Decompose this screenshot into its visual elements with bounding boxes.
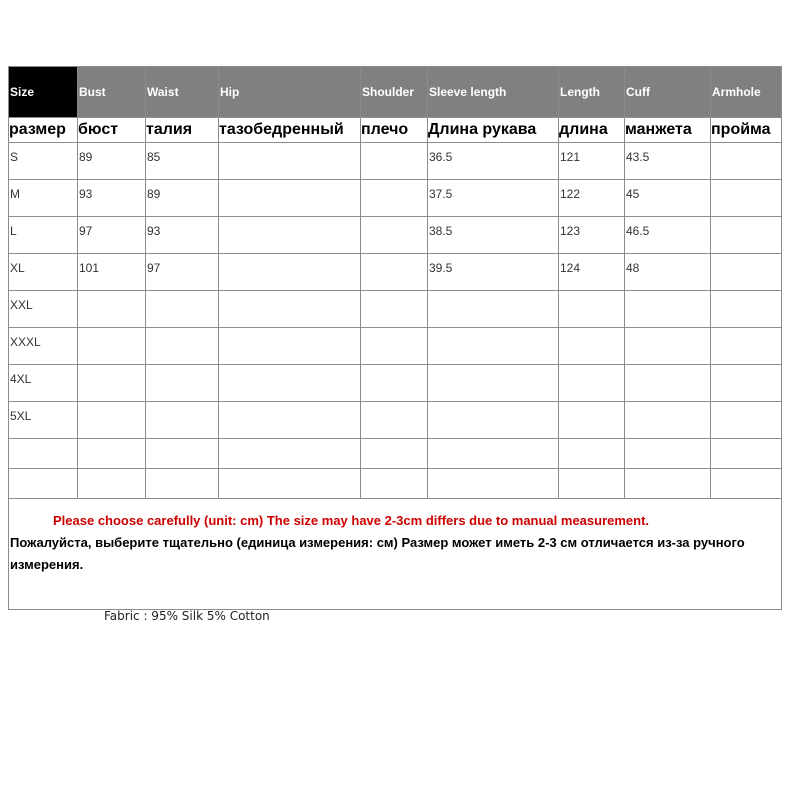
cell-shoulder [361, 402, 428, 439]
cell-size [9, 439, 78, 469]
cell-hip [219, 217, 361, 254]
cell-armhole [711, 217, 782, 254]
cell-hip [219, 180, 361, 217]
cell-size: 5XL [9, 402, 78, 439]
cell-hip [219, 439, 361, 469]
cell-size [9, 469, 78, 499]
cell-cuff: 48 [625, 254, 711, 291]
header-ru-size: размер [9, 118, 78, 143]
cell-cuff [625, 328, 711, 365]
cell-waist [146, 365, 219, 402]
header-ru-waist: талия [146, 118, 219, 143]
cell-shoulder [361, 439, 428, 469]
cell-waist [146, 402, 219, 439]
header-waist: Waist [146, 67, 219, 118]
cell-armhole [711, 143, 782, 180]
cell-armhole [711, 439, 782, 469]
header-ru-bust: бюст [78, 118, 146, 143]
header-row-en [9, 67, 782, 118]
cell-size: XL [9, 254, 78, 291]
cell-waist: 93 [146, 217, 219, 254]
cell-armhole [711, 180, 782, 217]
cell-armhole [711, 365, 782, 402]
fabric-composition: Fabric : 95% Silk 5% Cotton [104, 609, 270, 623]
header-ru-cuff: манжета [625, 118, 711, 143]
table-row [9, 469, 782, 499]
header-ru-armhole: пройма [711, 118, 782, 143]
cell-waist: 89 [146, 180, 219, 217]
cell-sleeve [428, 439, 559, 469]
cell-waist: 97 [146, 254, 219, 291]
table-row [9, 365, 782, 402]
cell-shoulder [361, 217, 428, 254]
cell-hip [219, 143, 361, 180]
note-row [9, 499, 782, 610]
header-ru-length: длина [559, 118, 625, 143]
header-bust: Bust [78, 67, 146, 118]
header-cuff: Cuff [625, 67, 711, 118]
cell-hip [219, 469, 361, 499]
header-ru-shoulder: плечо [361, 118, 428, 143]
header-armhole: Armhole [711, 67, 782, 118]
cell-shoulder [361, 365, 428, 402]
cell-sleeve [428, 291, 559, 328]
cell-armhole [711, 328, 782, 365]
cell-cuff [625, 469, 711, 499]
cell-shoulder [361, 469, 428, 499]
cell-shoulder [361, 143, 428, 180]
table-row [9, 217, 782, 254]
cell-bust: 93 [78, 180, 146, 217]
cell-length: 121 [559, 143, 625, 180]
cell-length: 124 [559, 254, 625, 291]
cell-armhole [711, 291, 782, 328]
cell-length [559, 291, 625, 328]
header-ru-sleeve: Длина рукава [428, 118, 559, 143]
cell-shoulder [361, 291, 428, 328]
cell-cuff [625, 365, 711, 402]
cell-length [559, 328, 625, 365]
header-hip: Hip [219, 67, 361, 118]
cell-hip [219, 254, 361, 291]
cell-waist [146, 469, 219, 499]
cell-bust: 89 [78, 143, 146, 180]
cell-waist: 85 [146, 143, 219, 180]
cell-sleeve: 37.5 [428, 180, 559, 217]
cell-cuff [625, 291, 711, 328]
cell-sleeve [428, 402, 559, 439]
table-row [9, 328, 782, 365]
cell-sleeve [428, 328, 559, 365]
cell-length: 123 [559, 217, 625, 254]
cell-cuff: 45 [625, 180, 711, 217]
cell-size: S [9, 143, 78, 180]
cell-shoulder [361, 328, 428, 365]
header-row-ru [9, 118, 782, 143]
cell-bust [78, 365, 146, 402]
table-row [9, 143, 782, 180]
table-row [9, 439, 782, 469]
header-sleeve-length: Sleeve length [428, 67, 559, 118]
table-row [9, 402, 782, 439]
cell-sleeve: 39.5 [428, 254, 559, 291]
cell-bust [78, 328, 146, 365]
header-shoulder: Shoulder [361, 67, 428, 118]
cell-hip [219, 291, 361, 328]
cell-size: M [9, 180, 78, 217]
cell-sleeve: 38.5 [428, 217, 559, 254]
cell-hip [219, 365, 361, 402]
cell-length [559, 402, 625, 439]
cell-size: L [9, 217, 78, 254]
header-size: Size [9, 67, 78, 118]
cell-sleeve [428, 469, 559, 499]
cell-bust [78, 469, 146, 499]
header-length: Length [559, 67, 625, 118]
cell-bust [78, 402, 146, 439]
cell-length: 122 [559, 180, 625, 217]
cell-cuff: 43.5 [625, 143, 711, 180]
table-row [9, 180, 782, 217]
cell-waist [146, 328, 219, 365]
cell-size: XXL [9, 291, 78, 328]
note-cell [9, 499, 782, 610]
cell-bust: 97 [78, 217, 146, 254]
cell-cuff: 46.5 [625, 217, 711, 254]
cell-waist [146, 439, 219, 469]
table-row [9, 291, 782, 328]
note-english: Please choose carefully (unit: cm) The size may have 2-3cm differs due to manual measurement. [53, 513, 650, 528]
cell-sleeve: 36.5 [428, 143, 559, 180]
cell-armhole [711, 469, 782, 499]
cell-length [559, 439, 625, 469]
cell-shoulder [361, 254, 428, 291]
cell-cuff [625, 402, 711, 439]
cell-bust [78, 291, 146, 328]
header-ru-hip: тазобедренный [219, 118, 361, 143]
cell-sleeve [428, 365, 559, 402]
cell-waist [146, 291, 219, 328]
cell-size: 4XL [9, 365, 78, 402]
cell-length [559, 469, 625, 499]
cell-shoulder [361, 180, 428, 217]
table-row [9, 254, 782, 291]
cell-cuff [625, 439, 711, 469]
cell-length [559, 365, 625, 402]
cell-bust [78, 439, 146, 469]
cell-hip [219, 328, 361, 365]
size-chart-table [8, 66, 782, 610]
cell-armhole [711, 254, 782, 291]
cell-hip [219, 402, 361, 439]
cell-bust: 101 [78, 254, 146, 291]
cell-size: XXXL [9, 328, 78, 365]
note-russian: Пожалуйста, выберите тщательно (единица измерения: см) Размер может иметь 2-3 см отличается из-за ручного измерения. [10, 535, 745, 572]
cell-armhole [711, 402, 782, 439]
